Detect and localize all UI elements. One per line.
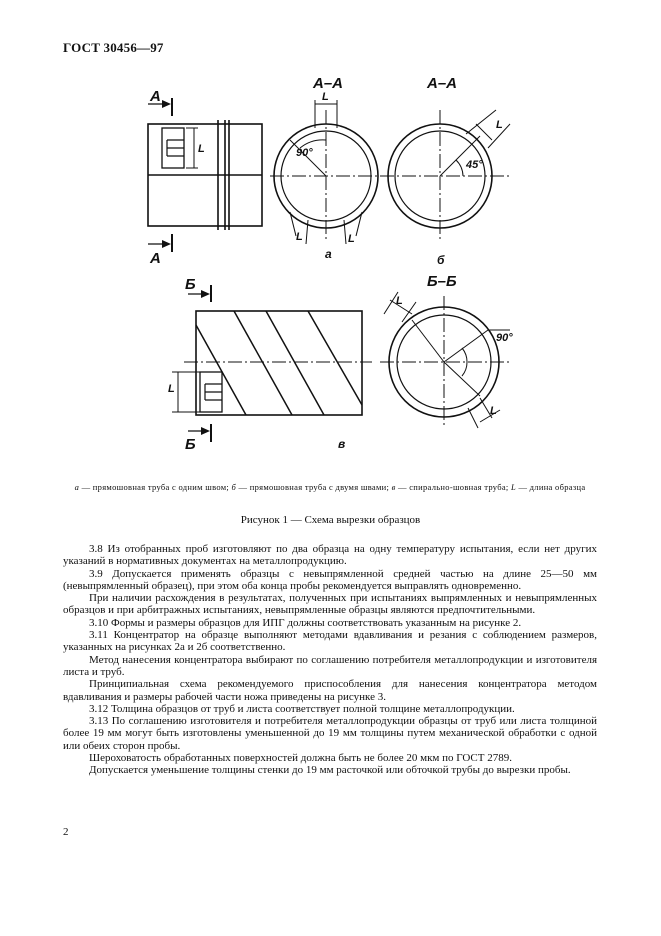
- legend-key-v: в: [391, 482, 396, 492]
- legend-text-a: — прямошовная труба с одним швом;: [79, 482, 232, 492]
- dim-l-label-aa-left: L: [296, 231, 303, 243]
- document-header: ГОСТ 30456—97: [63, 40, 164, 55]
- subfigure-b-label: б: [437, 253, 445, 267]
- paragraph-wall-thickness: Допускается уменьшение толщины стенки до 19 мм расточкой или обточкой трубы до вырезки пробы.: [89, 764, 571, 777]
- pipe-side-view-spiral: [172, 285, 372, 442]
- paragraph-3-9: 3.9 Допускается применять образцы с невыпрямленной средней частью на длине 25—50 мм (невыпрямленный образец), при этом оба конца пробы рекомендуется выправлять одновременно.: [63, 567, 597, 592]
- legend-key-l: L: [511, 482, 517, 492]
- dim-l-label-aa-right: L: [348, 233, 355, 245]
- subfigure-a-label: а: [325, 247, 332, 261]
- arrow-b-bottom-label: Б: [185, 436, 196, 453]
- body-text: [63, 543, 597, 777]
- dim-l-label-bb-top: L: [396, 295, 403, 307]
- angle-90-label-a: 90°: [296, 147, 313, 159]
- paragraph-method: Метод нанесения концентратора выбирают по соглашению потребителя металлопродукции и изготовителя листа и труб.: [63, 653, 597, 678]
- arrow-a-top-label: А: [150, 88, 161, 105]
- angle-45-label: 45°: [466, 159, 483, 171]
- paragraph-3-11: 3.11 Концентратор на образце выполняют методами вдавливания и резания с соблюдением размеров, указанных на рисунках 2а и 2б соответственно.: [63, 629, 597, 654]
- page-number: 2: [63, 826, 69, 838]
- paragraph-3-10: 3.10 Формы и размеры образцов для ИПГ должны соответствовать указанным на рисунке 2.: [89, 616, 522, 629]
- paragraph-3-12: 3.12 Толщина образцов от труб и листа соответствует полной толщине металлопродукции.: [89, 702, 515, 715]
- arrow-b-top-label: Б: [185, 276, 196, 293]
- dim-l-label-bb-bottom: L: [490, 405, 497, 417]
- dim-l-label-aa-top: L: [322, 91, 329, 103]
- paragraph-3-8: 3.8 Из отобранных проб изготовляют по два образца на одну температуру испытания, если нет других указаний в нормативных документах на металлопродукцию.: [63, 543, 597, 568]
- subfigure-v-label: в: [338, 437, 346, 451]
- section-aa-label-1: А–А: [313, 75, 344, 92]
- section-aa-label-2: А–А: [427, 75, 458, 92]
- section-bb-label: Б–Б: [427, 273, 457, 290]
- dim-l-label-v: L: [168, 383, 175, 395]
- section-aa-two-seams: [388, 110, 510, 240]
- pipe-side-view-a: [148, 98, 262, 252]
- figure-caption: Рисунок 1 — Схема вырезки образцов: [240, 514, 421, 526]
- dim-l-label-a: L: [198, 143, 205, 155]
- legend-text-l: — длина образца: [516, 482, 586, 492]
- paragraph-roughness: Шероховатость обработанных поверхностей должна быть не более 20 мкм по ГОСТ 2789.: [89, 752, 512, 765]
- angle-90-label-bb: 90°: [496, 332, 513, 344]
- legend-key-a: а: [74, 482, 80, 492]
- section-aa-one-seam: [274, 100, 378, 244]
- figure-legend: [60, 482, 600, 493]
- paragraph-3-13: 3.13 По соглашению изготовителя и потребителя металлопродукции образцы от труб или листа толщиной более 19 мм могут быть изготовлены уменьшенной до 19 мм толщины путем механической обработки с одной или обеих сторон пробы.: [63, 715, 597, 752]
- paragraph-discrepancy: При наличии расхождения в результатах, полученных при испытаниях выпрямленных и невыпрямленных образцов и при арбитражных испытаниях, невыпрямленные образцы являются предпочтительными.: [63, 592, 597, 617]
- arrow-a-bottom-label: А: [150, 250, 161, 267]
- legend-key-b: б: [231, 482, 237, 492]
- legend-text-b: — прямошовная труба с двумя швами;: [236, 482, 392, 492]
- dim-l-label-bb: L: [496, 119, 503, 131]
- legend-text-v: — спирально-шовная труба;: [395, 482, 511, 492]
- paragraph-scheme: Принципиальная схема рекомендуемого приспособления для нанесения концентратора методом вдавливания и размеры рабочей части ножа приведены на рисунке 3.: [63, 678, 597, 703]
